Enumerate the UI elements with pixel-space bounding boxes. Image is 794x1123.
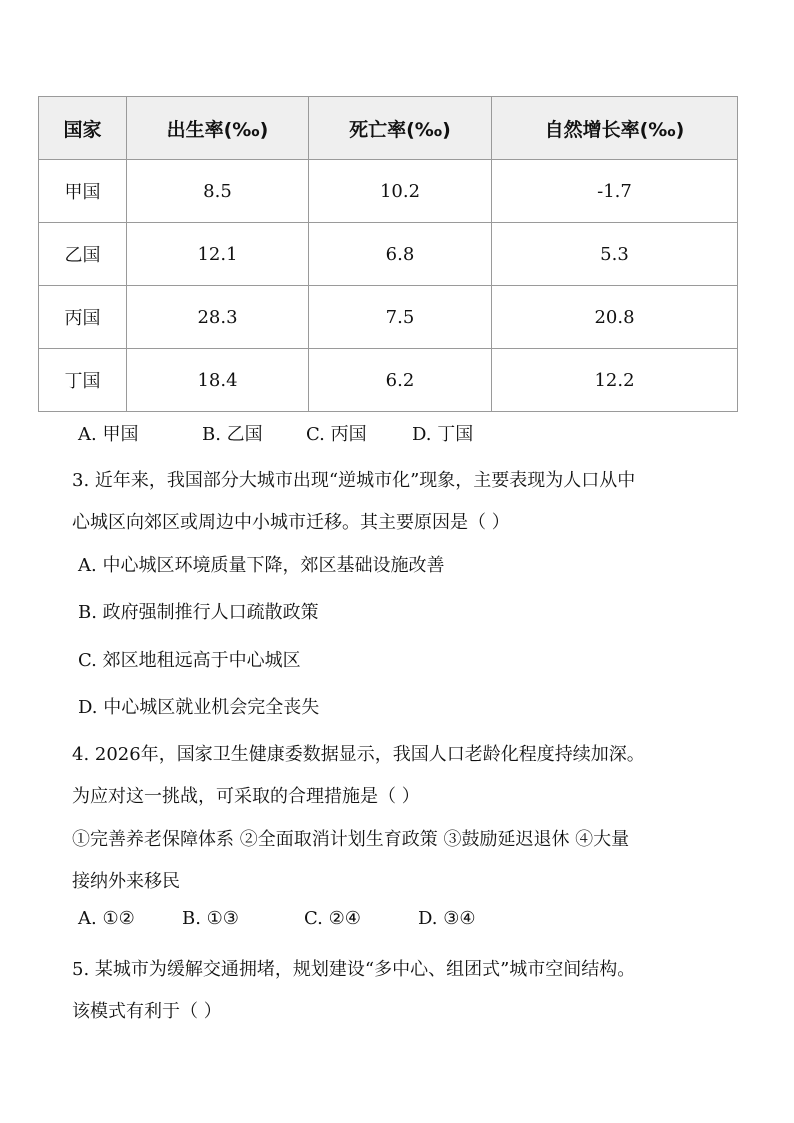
table-header-row bbox=[39, 97, 738, 160]
option-c: C. 丙国 bbox=[306, 424, 367, 445]
option-d: D. ③④ bbox=[418, 908, 476, 929]
header-natural-growth-rate: 自然增长率(‰) bbox=[492, 97, 738, 160]
cell-natural-growth-rate: 20.8 bbox=[492, 286, 738, 349]
question-3-option-c: C. 郊区地租远高于中心城区 bbox=[78, 650, 301, 671]
cell-death-rate: 7.5 bbox=[309, 286, 492, 349]
cell-birth-rate: 18.4 bbox=[127, 349, 309, 412]
cell-death-rate: 6.2 bbox=[309, 349, 492, 412]
question-2-options bbox=[78, 420, 473, 446]
question-3-line-1: 3. 近年来，我国部分大城市出现“逆城市化”现象，主要表现为人口从中 bbox=[72, 470, 636, 491]
cell-death-rate: 10.2 bbox=[309, 160, 492, 223]
question-4-line-3: ①完善养老保障体系 ②全面取消计划生育政策 ③鼓励延迟退休 ④大量 bbox=[72, 829, 630, 850]
question-4-options bbox=[78, 908, 476, 929]
cell-natural-growth-rate: -1.7 bbox=[492, 160, 738, 223]
cell-country: 甲国 bbox=[39, 160, 127, 223]
cell-country: 丁国 bbox=[39, 349, 127, 412]
table-row bbox=[39, 223, 738, 286]
header-country: 国家 bbox=[39, 97, 127, 160]
cell-birth-rate: 28.3 bbox=[127, 286, 309, 349]
question-3-option-d: D. 中心城区就业机会完全丧失 bbox=[78, 697, 320, 718]
option-d: D. 丁国 bbox=[412, 424, 474, 445]
question-3-line-2: 心城区向郊区或周边中小城市迁移。其主要原因是（ ） bbox=[72, 512, 510, 533]
cell-natural-growth-rate: 12.2 bbox=[492, 349, 738, 412]
question-5-line-1: 5. 某城市为缓解交通拥堵，规划建设“多中心、组团式”城市空间结构。 bbox=[72, 959, 636, 980]
option-a: A. ①② bbox=[78, 908, 135, 929]
table-row bbox=[39, 160, 738, 223]
header-death-rate: 死亡率(‰) bbox=[309, 97, 492, 160]
option-b: B. ①③ bbox=[182, 908, 239, 929]
table-row bbox=[39, 286, 738, 349]
option-b: B. 乙国 bbox=[202, 424, 263, 445]
question-3-option-b: B. 政府强制推行人口疏散政策 bbox=[78, 602, 319, 623]
cell-country: 丙国 bbox=[39, 286, 127, 349]
cell-country: 乙国 bbox=[39, 223, 127, 286]
option-a: A. 甲国 bbox=[78, 424, 139, 445]
cell-natural-growth-rate: 5.3 bbox=[492, 223, 738, 286]
cell-birth-rate: 8.5 bbox=[127, 160, 309, 223]
population-rate-table bbox=[38, 96, 738, 412]
header-birth-rate: 出生率(‰) bbox=[127, 97, 309, 160]
question-4-line-1: 4. 2026年，国家卫生健康委数据显示，我国人口老龄化程度持续加深。 bbox=[72, 744, 645, 765]
question-5-line-2: 该模式有利于（ ） bbox=[72, 1001, 222, 1022]
question-3-option-a: A. 中心城区环境质量下降，郊区基础设施改善 bbox=[78, 555, 445, 576]
question-4-line-2: 为应对这一挑战，可采取的合理措施是（ ） bbox=[72, 786, 420, 807]
cell-death-rate: 6.8 bbox=[309, 223, 492, 286]
cell-birth-rate: 12.1 bbox=[127, 223, 309, 286]
table-row bbox=[39, 349, 738, 412]
option-c: C. ②④ bbox=[304, 908, 361, 929]
question-4-line-4: 接纳外来移民 bbox=[72, 871, 180, 892]
